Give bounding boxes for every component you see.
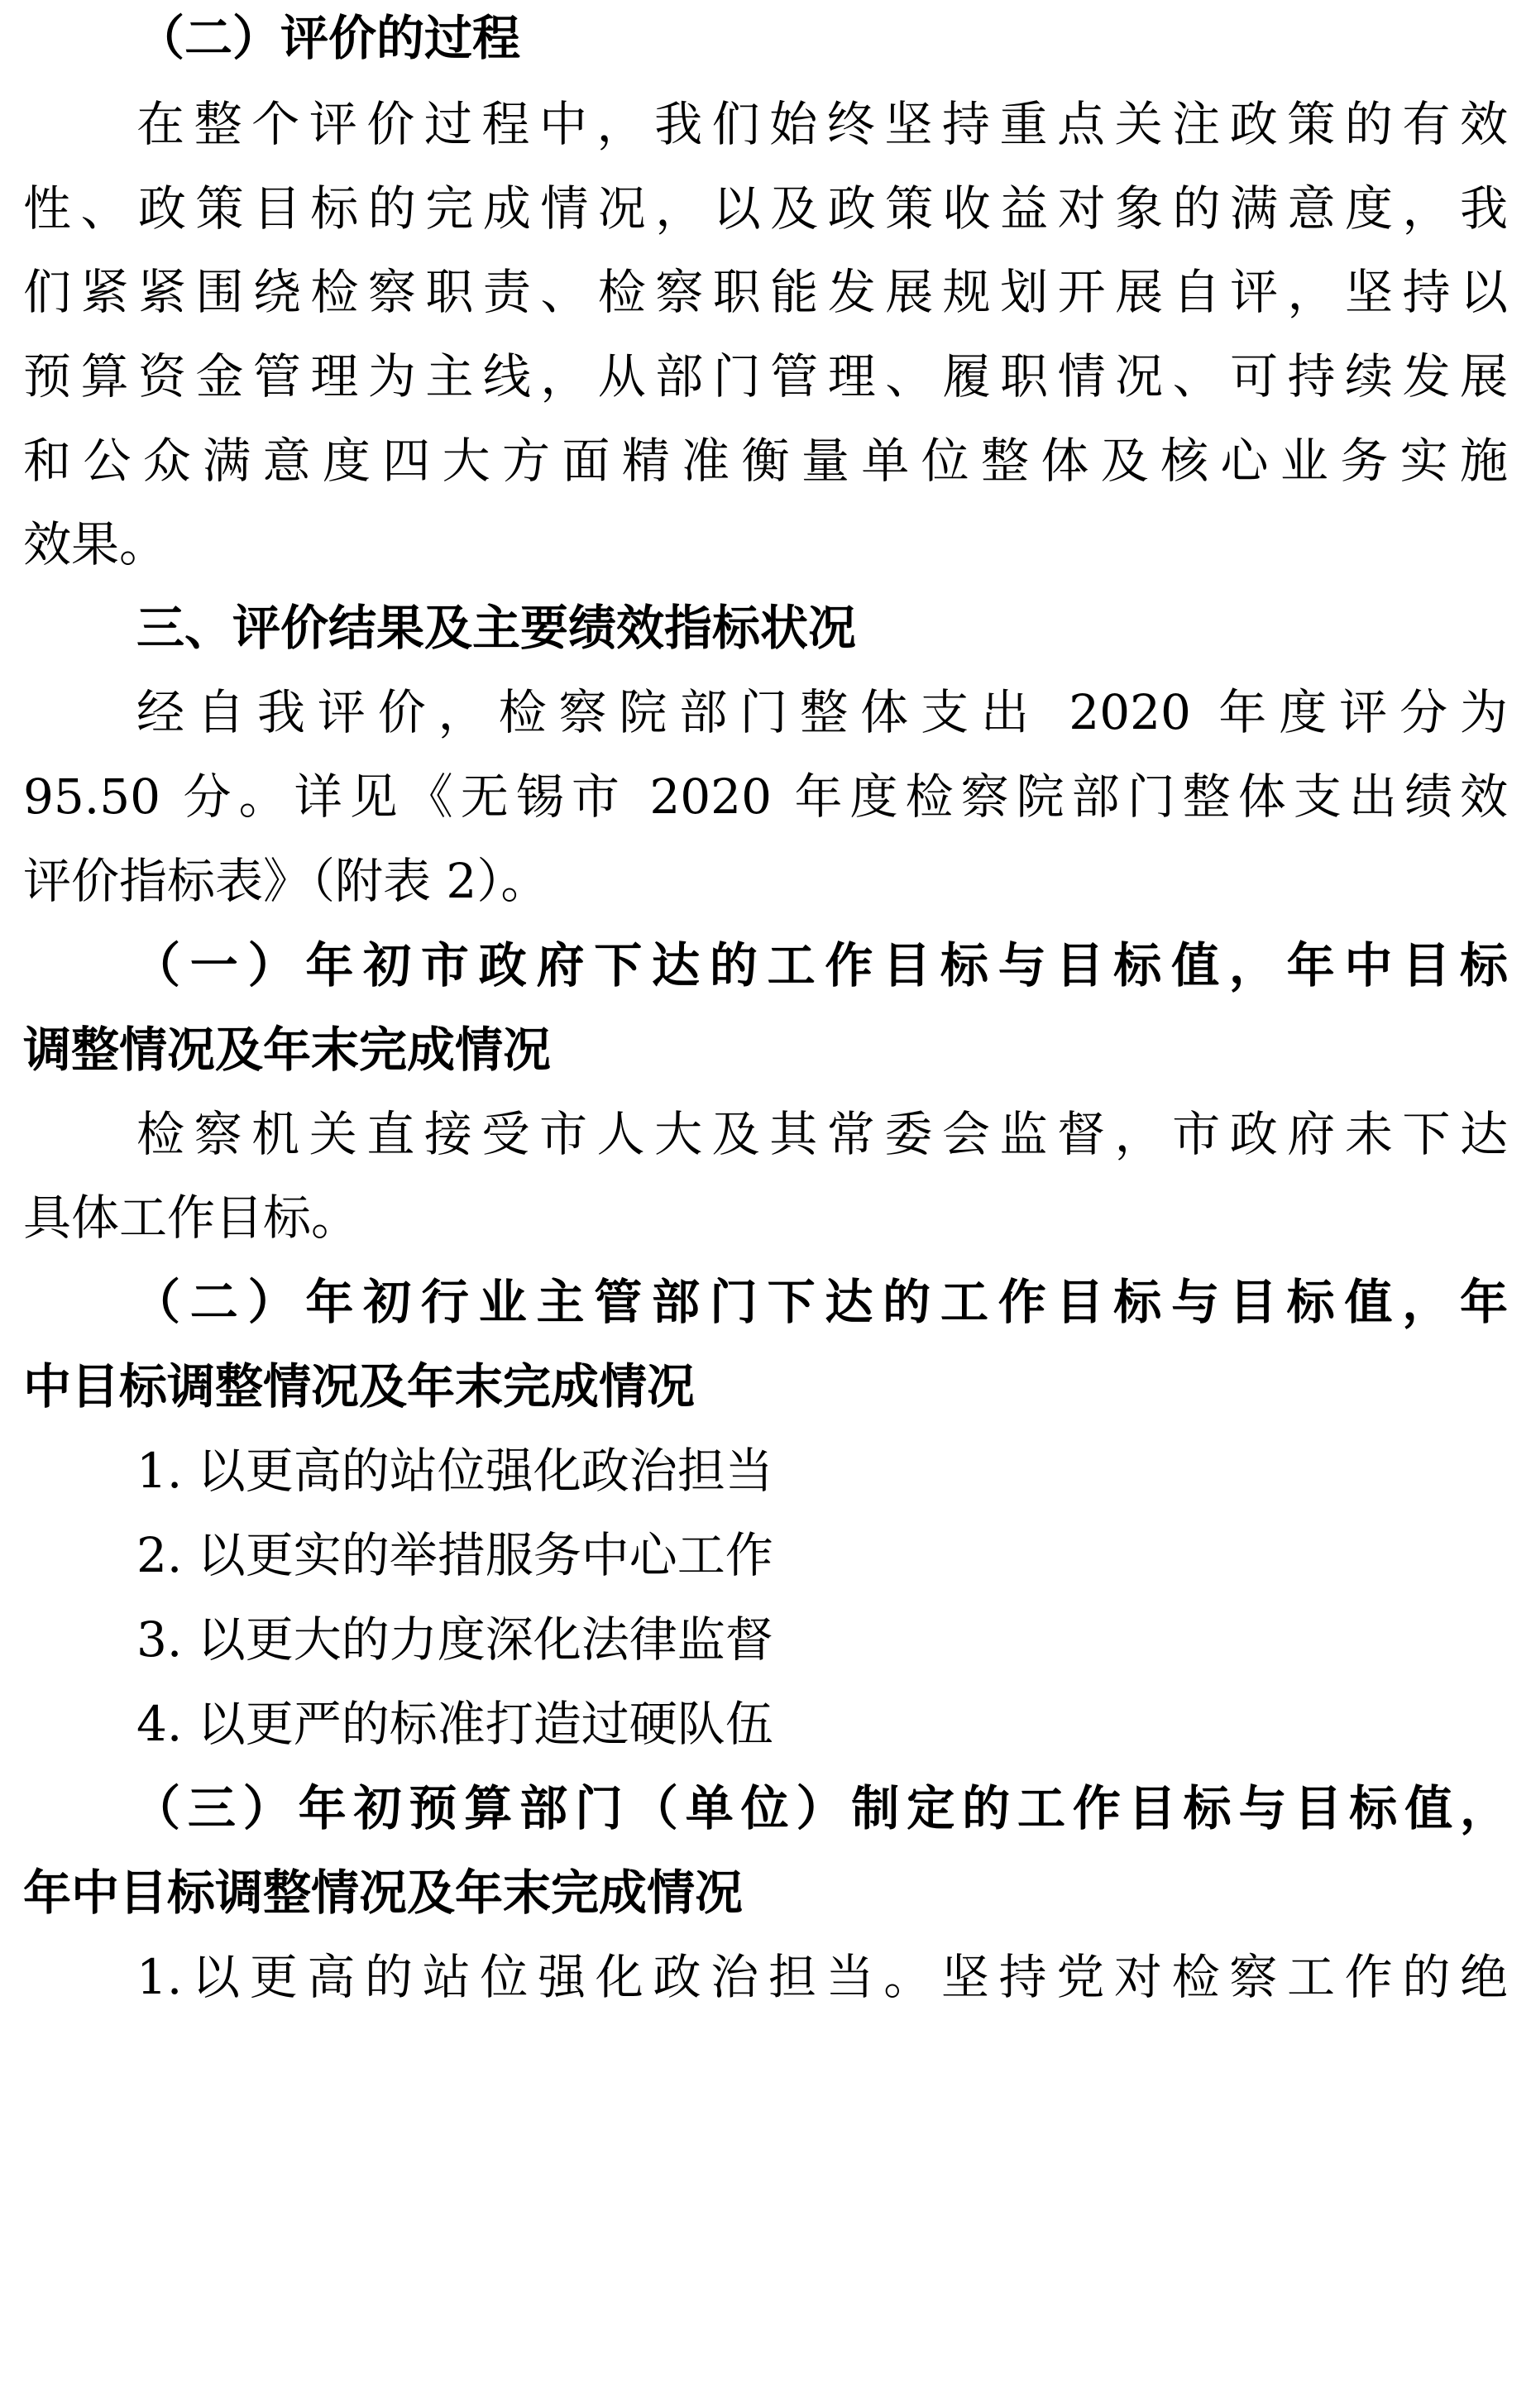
list-item: 1. 以更高的站位强化政治担当	[136, 1443, 773, 1499]
paragraph-line: 性、政策目标的完成情况，以及政策收益对象的满意度，我	[23, 180, 1508, 237]
list-item: 4. 以更严的标准打造过硬队伍	[136, 1696, 773, 1752]
section-heading: （二）评价的过程	[136, 10, 521, 66]
section-heading: （一）年初市政府下达的工作目标与目标值，年中目标	[132, 937, 1508, 993]
paragraph-line: 95.50 分。详见《无锡市 2020 年度检察院部门整体支出绩效	[23, 768, 1508, 825]
section-heading: 中目标调整情况及年末完成情况	[23, 1358, 696, 1415]
paragraph-line: 效果。	[23, 516, 168, 572]
paragraph-line: 具体工作目标。	[23, 1190, 360, 1246]
paragraph-line: 在整个评价过程中，我们始终坚持重点关注政策的有效	[136, 96, 1508, 152]
paragraph-line: 们紧紧围绕检察职责、检察职能发展规划开展自评，坚持以	[23, 264, 1508, 320]
section-heading: （三）年初预算部门（单位）制定的工作目标与目标值，	[132, 1780, 1508, 1836]
section-heading: （二）年初行业主管部门下达的工作目标与目标值，年	[132, 1274, 1508, 1330]
list-item: 2. 以更实的举措服务中心工作	[136, 1527, 773, 1583]
paragraph-line: 和公众满意度四大方面精准衡量单位整体及核心业务实施	[23, 433, 1508, 489]
section-heading: 调整情况及年末完成情况	[23, 1022, 552, 1078]
paragraph-line: 检察机关直接受市人大及其常委会监督，市政府未下达	[136, 1106, 1508, 1162]
paragraph-line: 经自我评价，检察院部门整体支出 2020 年度评分为	[136, 684, 1508, 740]
section-heading: 三、评价结果及主要绩效指标状况	[136, 600, 857, 656]
section-heading: 年中目标调整情况及年末完成情况	[23, 1865, 744, 1921]
paragraph-line: 预算资金管理为主线，从部门管理、履职情况、可持续发展	[23, 348, 1508, 405]
paragraph-line: 1.以更高的站位强化政治担当。坚持党对检察工作的绝	[136, 1949, 1508, 2005]
paragraph-line: 评价指标表》（附表 2）。	[23, 853, 549, 909]
list-item: 3. 以更大的力度深化法律监督	[136, 1611, 773, 1668]
